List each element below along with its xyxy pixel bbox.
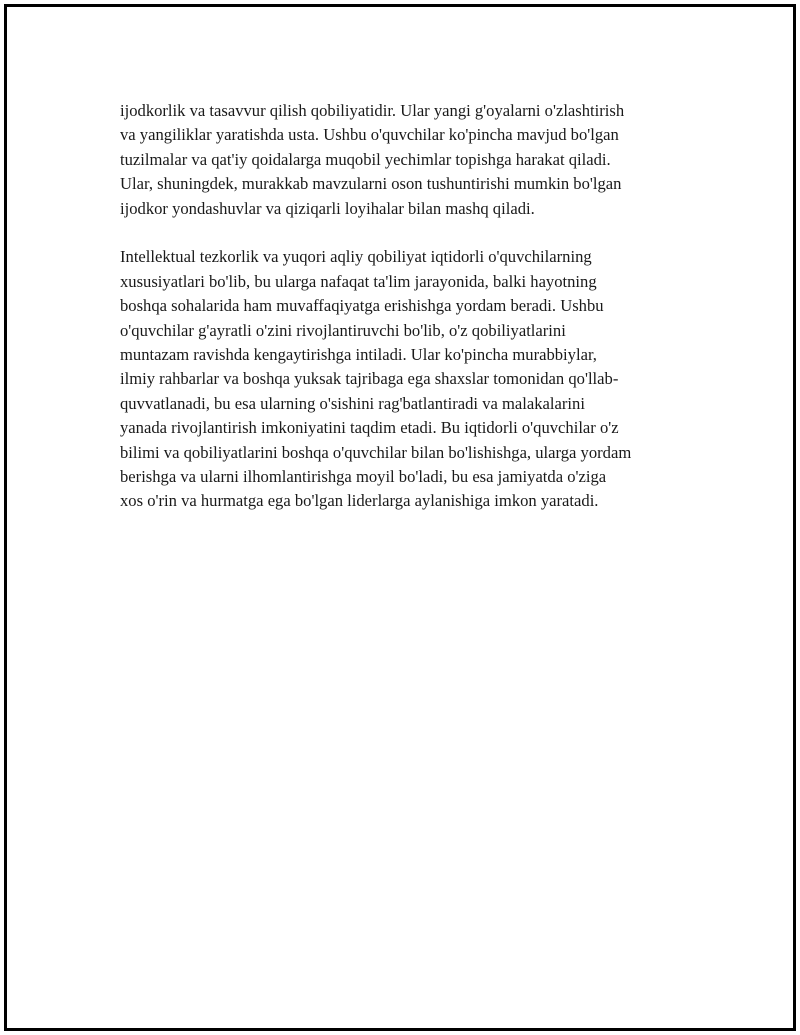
paragraph-2: Intellektual tezkorlik va yuqori aqliy qobiliyat iqtidorli o'quvchilarning xususiyatlari bo'lib, bu ularga nafaqat ta'lim jarayonida, balki hayotning boshqa sohalarida ham muvaffaqiyatga erishishga yordam beradi. Ushbu o'quvchilar g'ayratli o'zini rivojlantiruvchi bo'lib, o'z qobiliyatlarini muntazam ravishda kengaytirishga intiladi. Ular ko'pincha murabbiylar, ilmiy rahbarlar va boshqa yuksak tajribaga ega shaxslar tomonidan qo'llab- quvvatlanadi, bu esa ularning o'sishini rag'batlantiradi va malakalarini yanada rivojlantirish imkoniyatini taqdim etadi. Bu iqtidorli o'quvchilar o'z bilimi va qobiliyatlarini boshqa o'quvchilar bilan bo'lishishga, ularga yordam berishga va ularni ilhomlantirishga moyil bo'ladi, bu esa jamiyatda o'ziga xos o'rin va hurmatga ega bo'lgan liderlarga aylanishiga imkon yaratadi.: [120, 247, 632, 511]
paragraph-1: ijodkorlik va tasavvur qilish qobiliyatidir. Ular yangi g'oyalarni o'zlashtirish va yangiliklar yaratishda usta. Ushbu o'quvchilar ko'pincha mavjud bo'lgan tuzilmalar va qat'iy qoidalarga muqobil yechimlar topishga harakat qiladi. Ular, shuningdek, murakkab mavzularni oson tushuntirishi mumkin bo'lgan ijodkor yondashuvlar va qiziqarli loyihalar bilan mashq qiladi.: [120, 101, 625, 218]
document-body: [120, 99, 700, 538]
page-frame: [4, 4, 796, 1031]
